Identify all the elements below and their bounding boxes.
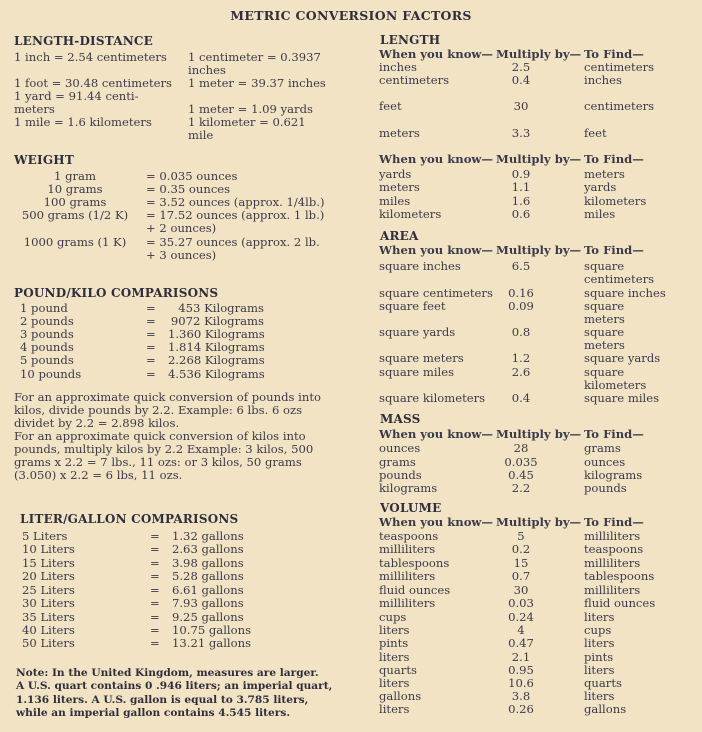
quick-conversion-text: dividet by 2.2 = 2.898 kilos. [14,416,180,430]
liter-equals: = [150,556,160,570]
weight-amount: 500 grams (1/2 K) [21,208,129,222]
mass-row-find: kilograms [584,468,643,482]
length-row-find: meters [584,167,625,181]
gallon-value: 7.93 gallons [172,596,244,610]
volume-row-multiply: 2.1 [511,650,531,664]
quick-conversion-text: grams x 2.2 = 7 lbs., 11 ozs: or 3 kilos, 50 grams [14,455,302,469]
volume-row-know: liters [379,623,410,637]
volume-row-multiply: 3.8 [511,689,531,703]
length-heading: LENGTH [380,33,441,47]
weight-equivalent: + 3 ounces) [146,248,217,262]
volume-row-find: fluid ounces [584,596,656,610]
weight-equivalent: = 3.52 ounces (approx. 1/4lb.) [146,195,325,209]
column-header-find: To Find— [584,152,644,166]
liter-gallon-heading: LITER/GALLON COMPARISONS [20,512,239,526]
length-row-find: centimeters [584,99,655,113]
length-row-find: miles [584,207,616,221]
volume-row-find: milliliters [584,556,641,570]
column-header-multiply: Multiply by— [496,243,582,257]
mass-row-multiply: 28 [513,441,529,455]
liter-amount: 40 Liters [22,623,75,637]
uk-measures-note: A U.S. quart contains 0 .946 liters; an imperial quart, [16,680,333,692]
length-row-multiply: 1.1 [511,180,531,194]
mass-row-know: ounces [379,441,421,455]
pound-amount: 3 pounds [20,327,74,341]
liter-amount: 5 Liters [22,529,68,543]
length-distance-left-line: 1 inch = 2.54 centimeters [14,50,167,64]
mass-row-know: pounds [379,468,422,482]
pound-amount: 10 pounds [20,367,82,381]
length-row-multiply: 3.3 [511,126,531,140]
area-row-multiply: 6.5 [511,259,531,273]
liter-equals: = [150,636,160,650]
area-row-find: square [584,299,625,313]
area-row-know: square inches [379,259,461,273]
liter-equals: = [150,623,160,637]
length-row-find: kilometers [584,194,647,208]
volume-row-find: tablespoons [584,569,655,583]
volume-row-know: tablespoons [379,556,450,570]
length-distance-right-line: 1 meter = 39.37 inches [188,76,326,90]
quick-conversion-text: For an approximate quick conversion of kilos into [14,429,306,443]
volume-row-know: liters [379,650,410,664]
volume-row-know: milliliters [379,542,436,556]
length-distance-right-line: 1 kilometer = 0.621 [188,115,306,129]
column-header-multiply: Multiply by— [496,47,582,61]
liter-equals: = [150,583,160,597]
liter-equals: = [150,542,160,556]
area-row-find-cont: centimeters [584,272,655,286]
mass-row-know: grams [379,455,416,469]
volume-row-find: milliliters [584,529,641,543]
liter-amount: 30 Liters [22,596,75,610]
length-row-multiply: 0.9 [511,167,531,181]
length-distance-left-line: meters [14,102,55,116]
mass-row-multiply: 2.2 [511,481,531,495]
length-distance-right-line: 1 meter = 1.09 yards [188,102,313,116]
liter-amount: 50 Liters [22,636,75,650]
volume-row-multiply: 0.2 [511,542,531,556]
liter-equals: = [150,596,160,610]
length-distance-heading: LENGTH-DISTANCE [14,34,153,48]
volume-row-know: milliliters [379,596,436,610]
length-row-know: kilometers [379,207,442,221]
pound-amount: 1 pound [20,301,68,315]
length-row-know: meters [379,180,420,194]
area-row-find-cont: meters [584,338,625,352]
length-distance-right-line: 1 centimeter = 0.3937 [188,50,321,64]
volume-row-find: teaspoons [584,542,644,556]
column-header-find: To Find— [584,515,644,529]
uk-measures-note: 1.136 liters. A U.S. gallon is equal to 3.785 liters, [16,694,309,706]
liter-amount: 25 Liters [22,583,75,597]
volume-row-know: teaspoons [379,529,439,543]
volume-row-multiply: 0.24 [508,610,534,624]
volume-row-know: gallons [379,689,422,703]
length-row-know: meters [379,126,420,140]
area-row-find-cont: meters [584,312,625,326]
kilo-value: 9072 Kilograms [170,314,264,328]
weight-equivalent: = 35.27 ounces (approx. 2 lb. [146,235,320,249]
volume-row-find: pints [584,650,614,664]
volume-row-multiply: 4 [517,623,525,637]
pound-amount: 5 pounds [20,353,74,367]
volume-heading: VOLUME [380,501,442,515]
pound-equals: = [146,340,156,354]
weight-equivalent: = 17.52 ounces (approx. 1 lb.) [146,208,325,222]
mass-row-know: kilograms [379,481,438,495]
area-row-know: square miles [379,365,455,379]
liter-amount: 15 Liters [22,556,75,570]
column-header-know: When you know— [379,243,493,257]
volume-row-find: liters [584,636,615,650]
liter-equals: = [150,610,160,624]
length-row-multiply: 0.4 [511,73,531,87]
liter-amount: 35 Liters [22,610,75,624]
volume-row-find: quarts [584,676,622,690]
length-row-know: inches [379,60,417,74]
weight-amount: 1 gram [54,169,96,183]
area-row-find-cont: kilometers [584,378,647,392]
volume-row-find: liters [584,610,615,624]
area-row-find: square [584,259,625,273]
gallon-value: 13.21 gallons [172,636,252,650]
kilo-value: 1.360 Kilograms [168,327,265,341]
area-row-find: square inches [584,286,666,300]
gallon-value: 10.75 gallons [172,623,252,637]
column-header-find: To Find— [584,243,644,257]
column-header-know: When you know— [379,427,493,441]
volume-row-multiply: 0.47 [508,636,534,650]
length-row-know: yards [379,167,412,181]
pound-equals: = [146,353,156,367]
kilo-value: 4.536 Kilograms [168,367,265,381]
quick-conversion-text: kilos, divide pounds by 2.2. Example: 6 lbs. 6 ozs [14,403,303,417]
volume-row-know: cups [379,610,407,624]
kilo-value: 453 Kilograms [178,301,264,315]
column-header-find: To Find— [584,427,644,441]
area-row-know: square meters [379,351,464,365]
pound-equals: = [146,367,156,381]
area-row-know: square feet [379,299,446,313]
column-header-multiply: Multiply by— [496,152,582,166]
area-row-multiply: 2.6 [511,365,531,379]
volume-row-multiply: 0.26 [508,702,534,716]
volume-row-find: cups [584,623,612,637]
weight-amount: 1000 grams (1 K) [23,235,127,249]
mass-row-find: pounds [584,481,627,495]
volume-row-multiply: 5 [517,529,525,543]
area-row-multiply: 0.8 [511,325,531,339]
quick-conversion-text: For an approximate quick conversion of pounds into [14,390,321,404]
mass-heading: MASS [380,412,421,426]
uk-measures-note: Note: In the United Kingdom, measures are larger. [16,667,319,679]
volume-row-know: quarts [379,663,417,677]
mass-row-multiply: 0.45 [508,468,534,482]
area-row-find: square [584,365,625,379]
length-distance-left-line: 1 mile = 1.6 kilometers [14,115,152,129]
volume-row-find: gallons [584,702,627,716]
weight-heading: WEIGHT [14,153,74,167]
volume-row-know: liters [379,702,410,716]
length-row-find: yards [584,180,617,194]
length-distance-right-line: mile [188,128,214,142]
volume-row-know: milliliters [379,569,436,583]
uk-measures-note: while an imperial gallon contains 4.545 liters. [16,707,291,719]
gallon-value: 3.98 gallons [172,556,244,570]
area-row-multiply: 0.09 [508,299,534,313]
mass-row-multiply: 0.035 [504,455,538,469]
area-row-know: square kilometers [379,391,486,405]
pound-equals: = [146,327,156,341]
area-row-know: square centimeters [379,286,493,300]
volume-row-find: liters [584,663,615,677]
area-row-multiply: 0.16 [508,286,534,300]
volume-row-multiply: 0.03 [508,596,534,610]
length-row-multiply: 30 [513,99,529,113]
area-row-find: square yards [584,351,661,365]
area-row-find: square miles [584,391,660,405]
weight-equivalent: = 0.35 ounces [146,182,231,196]
volume-row-multiply: 15 [513,556,529,570]
length-row-multiply: 1.6 [511,194,531,208]
column-header-know: When you know— [379,515,493,529]
mass-row-find: grams [584,441,621,455]
volume-row-know: fluid ounces [379,583,451,597]
gallon-value: 2.63 gallons [172,542,244,556]
pound-amount: 2 pounds [20,314,74,328]
length-distance-left-line: 1 foot = 30.48 centimeters [14,76,172,90]
weight-amount: 10 grams [47,182,103,196]
liter-equals: = [150,569,160,583]
volume-row-find: milliliters [584,583,641,597]
length-distance-right-line: inches [188,63,226,77]
weight-equivalent: + 2 ounces) [146,221,217,235]
volume-row-find: liters [584,689,615,703]
gallon-value: 6.61 gallons [172,583,244,597]
weight-amount: 100 grams [43,195,107,209]
volume-row-multiply: 10.6 [508,676,534,690]
quick-conversion-text: (3.050) x 2.2 = 6 lbs, 11 ozs. [14,468,183,482]
length-row-know: feet [379,99,402,113]
volume-row-multiply: 0.95 [508,663,534,677]
gallon-value: 9.25 gallons [172,610,244,624]
pound-amount: 4 pounds [20,340,74,354]
area-row-multiply: 1.2 [511,351,531,365]
mass-row-find: ounces [584,455,626,469]
pound-equals: = [146,314,156,328]
volume-row-multiply: 30 [513,583,529,597]
pound-equals: = [146,301,156,315]
column-header-multiply: Multiply by— [496,515,582,529]
volume-row-know: liters [379,676,410,690]
column-header-multiply: Multiply by— [496,427,582,441]
length-row-find: centimeters [584,60,655,74]
length-row-find: inches [584,73,622,87]
liter-amount: 10 Liters [22,542,75,556]
column-header-know: When you know— [379,47,493,61]
length-row-find: feet [584,126,607,140]
quick-conversion-text: pounds, multiply kilos by 2.2 Example: 3 kilos, 500 [14,442,314,456]
area-row-know: square yards [379,325,456,339]
column-header-know: When you know— [379,152,493,166]
liter-amount: 20 Liters [22,569,75,583]
kilo-value: 2.268 Kilograms [168,353,265,367]
pound-kilo-heading: POUND/KILO COMPARISONS [14,286,219,300]
length-row-know: miles [379,194,411,208]
gallon-value: 1.32 gallons [172,529,244,543]
area-heading: AREA [380,229,419,243]
length-row-multiply: 2.5 [511,60,531,74]
gallon-value: 5.28 gallons [172,569,244,583]
length-row-know: centimeters [379,73,450,87]
area-row-multiply: 0.4 [511,391,531,405]
length-distance-left-line: 1 yard = 91.44 centi- [14,89,139,103]
page-title: METRIC CONVERSION FACTORS [230,8,472,23]
column-header-find: To Find— [584,47,644,61]
kilo-value: 1.814 Kilograms [168,340,265,354]
weight-equivalent: = 0.035 ounces [146,169,238,183]
area-row-find: square [584,325,625,339]
liter-equals: = [150,529,160,543]
volume-row-know: pints [379,636,409,650]
volume-row-multiply: 0.7 [511,569,531,583]
length-row-multiply: 0.6 [511,207,531,221]
